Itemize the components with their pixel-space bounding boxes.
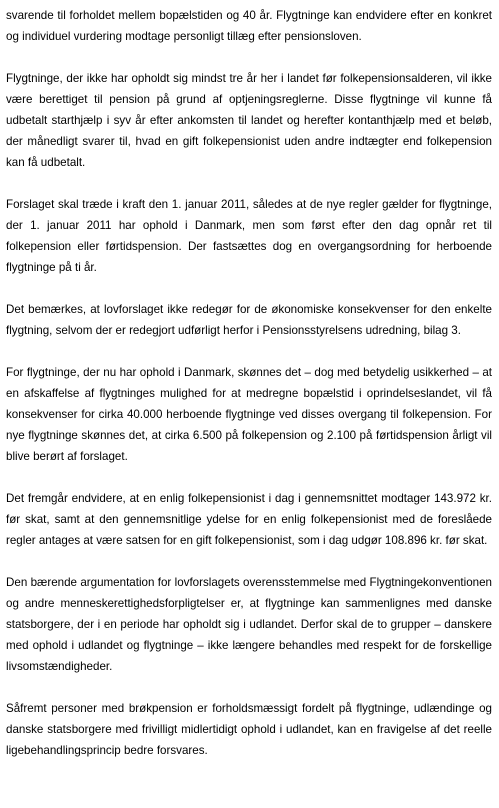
paragraph-equal-treatment: Såfremt personer med brøkpension er forholdsmæssigt fordelt på flygtninge, udlændinge og danske statsborgere med frivilligt midlertidigt ophold i udlandet, kan en fravigelse af det reelle ligebehandlingsprincip bedre forsvares.: [6, 702, 492, 757]
paragraph-average-pension: Det fremgår endvidere, at en enlig folkepensionist i dag i gennemsnittet modtager 143.972 kr. før skat, samt at den gennemsnitlige ydelse for en enlig folkepensionist med de foreslåede regler antages at være satsen for en gift folkepensionist, som i dag udgør 108.896 kr. før skat.: [6, 492, 492, 547]
paragraph-economic-consequences: Det bemærkes, at lovforslaget ikke redegør for de økonomiske konsekvenser for den enkelte flygtning, selvom der er redegjort udførligt herfor i Pensionsstyrelsens udredning, bilag 3.: [6, 303, 492, 337]
paragraph-no-pension-entitlement: Flygtninge, der ikke har opholdt sig mindst tre år her i landet før folkepensionsalderen, vil ikke være berettiget til pension på grund af optjeningsreglerne. Disse flygtninge vil kunne få udbetalt starthjælp i syv år efter ankomsten til landet og herefter kontanthjælp med et beløb, der månedligt svarer til, hvad en gift folkepensionist uden andre indtægter end folkepension kan få udbetalt.: [6, 72, 492, 169]
paragraph-effective-date: Forslaget skal træde i kraft den 1. januar 2011, således at de nye regler gælder for flygtninge, der 1. januar 2011 har ophold i Danmark, men som først efter den dag opnår ret til folkepension eller førtidspension. Der fastsættes dog en overgangsordning for herboende flygtninge på ti år.: [6, 198, 492, 274]
paragraph-core-argumentation: Den bærende argumentation for lovforslagets overensstemmelse med Flygtningekonventionen og andre menneskerettighedsforpligtelser er, at flygtninge kan sammenlignes med danske statsborgere, der i en periode har opholdt sig i udlandet. Derfor skal de to grupper – danskere med ophold i udlandet og flygtninge – ikke længere behandles med respekt for de forskellige livsomstændigheder.: [6, 576, 492, 673]
document-page: [6, 5, 492, 761]
paragraph-pension-ratio: svarende til forholdet mellem bopælstiden og 40 år. Flygtninge kan endvidere efter en konkret og individuel vurdering modtage personligt tillæg efter pensionsloven.: [6, 9, 492, 43]
paragraph-affected-refugees: For flygtninge, der nu har ophold i Danmark, skønnes det – dog med betydelig usikkerhed – at en afskaffelse af flygtninges mulighed for at medregne bopælstid i oprindelseslandet, vil få konsekvenser for cirka 40.000 herboende flygtninge ved disses overgang til folkepension. For nye flygtninge skønnes det, at cirka 6.500 på folkepension og 2.100 på førtidspension årligt vil blive berørt af forslaget.: [6, 366, 492, 463]
